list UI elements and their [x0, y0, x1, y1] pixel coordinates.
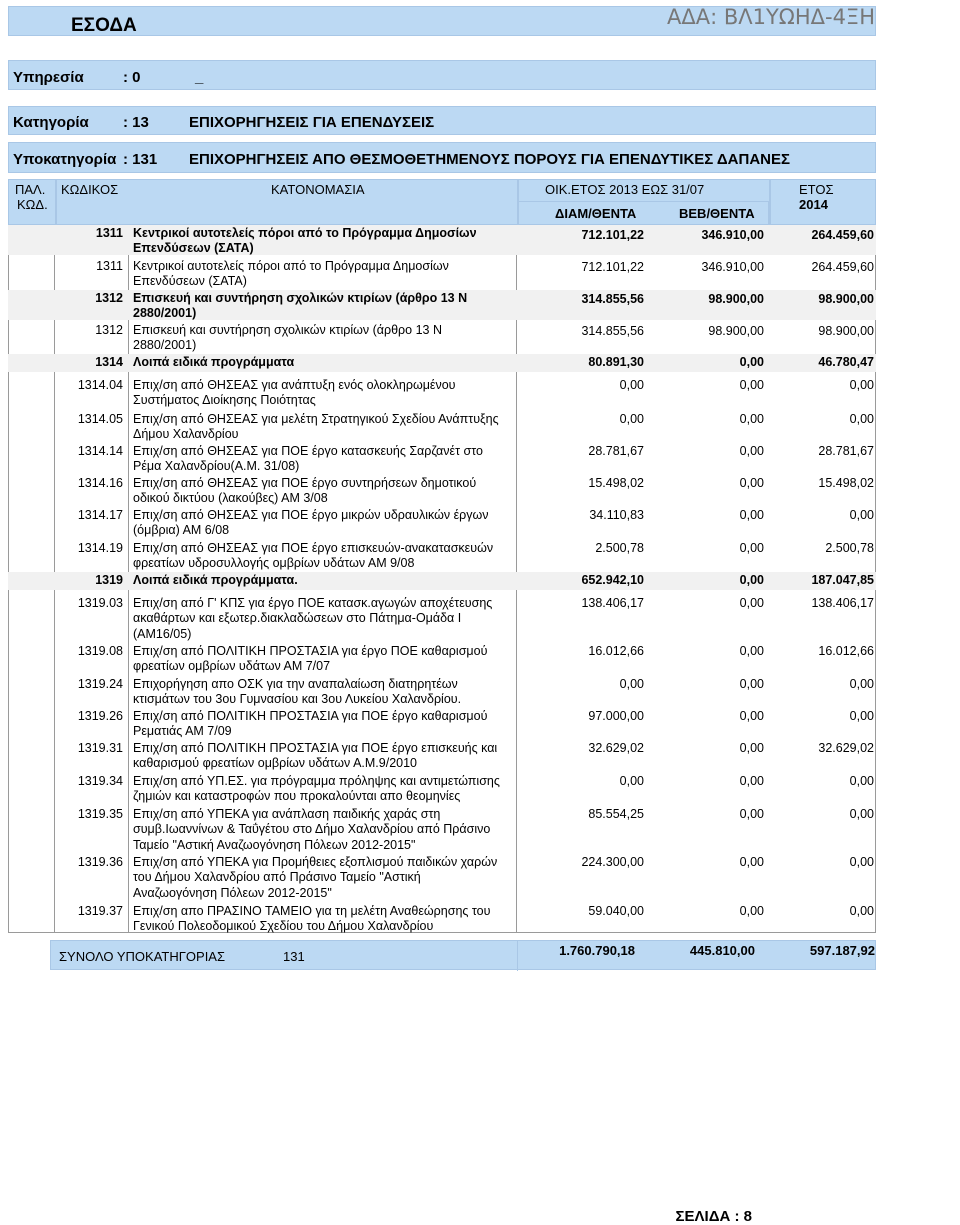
- col-assessed: ΔΙΑΜ/ΘΕΝΤΑ: [555, 206, 637, 221]
- row-name-line: Επιχ/ση από ΘΗΣΕΑΣ για ΠΟΕ έργο επισκευών-ανακατασκευών: [133, 541, 494, 555]
- row-name-line: Επιχ/ση από ΘΗΣΕΑΣ για ΠΟΕ έργο συντηρήσεων δημοτικού: [133, 476, 477, 490]
- page-title: ΕΣΟΔΑ: [71, 15, 137, 36]
- row-code: 1311: [96, 259, 123, 273]
- row-year2014: 0,00: [849, 709, 874, 723]
- row-collected: 0,00: [739, 596, 764, 610]
- row-assessed: 80.891,30: [588, 355, 644, 369]
- table-row: [8, 806, 876, 854]
- table-row: [8, 708, 876, 740]
- table-row: [8, 354, 876, 372]
- subcategory-bar: [8, 142, 876, 173]
- row-name-line: κτισμάτων του 3ου Γυμνασίου και 3ου Λυκείου Χαλανδρίου.: [133, 692, 462, 706]
- row-assessed: 0,00: [619, 412, 644, 426]
- table-row: [8, 322, 876, 352]
- subcategory-total: [50, 940, 876, 970]
- table-row: [8, 643, 876, 675]
- service-label: Υπηρεσία: [13, 69, 84, 86]
- row-collected: 98.900,00: [708, 324, 764, 338]
- row-name-line: (ΑΜ16/05): [133, 627, 192, 641]
- table-row: [8, 290, 876, 320]
- row-year2014: 264.459,60: [811, 228, 874, 242]
- row-code: 1312: [95, 323, 123, 337]
- row-assessed: 138.406,17: [581, 596, 644, 610]
- row-name-line: Επιχ/ση από ΠΟΛΙΤΙΚΗ ΠΡΟΣΤΑΣΙΑ για ΠΟΕ έργο καθαρισμού: [133, 709, 488, 723]
- row-name-line: Επισκευή και συντήρηση σχολικών κτιρίων (άρθρο 13 Ν: [133, 291, 468, 305]
- row-collected: 0,00: [739, 476, 764, 490]
- row-code: 1314.19: [77, 541, 123, 555]
- row-name-line: 2880/2001): [133, 338, 197, 352]
- row-collected: 0,00: [739, 677, 764, 691]
- row-collected: 0,00: [739, 855, 764, 869]
- row-year2014: 0,00: [849, 807, 874, 821]
- title-bar: [8, 6, 876, 36]
- row-collected: 0,00: [739, 807, 764, 821]
- row-name-line: Λοιπά ειδικά προγράμματα.: [133, 573, 298, 587]
- row-name-line: Κεντρικοί αυτοτελείς πόροι από το Πρόγραμμα Δημοσίων: [133, 226, 477, 240]
- row-collected: 98.900,00: [708, 292, 764, 306]
- row-name-line: Γενικού Πολεοδομικού Σχεδίου του Δήμου Χαλανδρίου: [133, 919, 434, 933]
- table-row: [8, 540, 876, 572]
- row-code: 1314.14: [77, 444, 123, 458]
- total-collected: 445.810,00: [689, 943, 755, 958]
- row-name-line: ακαθάρτων και εξωτερ.διακλαδώσεων στο Πάτημα-Ομάδα Ι: [133, 611, 462, 625]
- col-year-1: ΕΤΟΣ: [799, 182, 834, 197]
- table-row: [8, 411, 876, 443]
- row-code: 1319.31: [77, 741, 123, 755]
- row-name-line: καθαρισμού φρεατίων ομβρίων υδάτων Α.Μ.9/2010: [133, 756, 417, 770]
- row-year2014: 15.498,02: [818, 476, 874, 490]
- row-name-line: Επιχορήγηση απο ΟΣΚ για την αναπαλαίωση διατηρητέων: [133, 677, 458, 691]
- col-name: ΚΑΤΟΝΟΜΑΣΙΑ: [271, 182, 365, 197]
- row-name-line: Επισκευή και συντήρηση σχολικών κτιρίων (άρθρο 13 Ν: [133, 323, 442, 337]
- row-name-line: συμβ.Ιωαννίνων & Ταΰγέτου στο Δήμο Χαλανδρίου από Πράσινο: [133, 822, 491, 836]
- page-number: [676, 1208, 752, 1225]
- row-name-line: Επενδύσεων (ΣΑΤΑ): [133, 241, 254, 255]
- row-collected: 0,00: [739, 355, 764, 369]
- row-code: 1314: [95, 355, 123, 369]
- row-name-line: Ρέμα Χαλανδρίου(Α.Μ. 31/08): [133, 459, 300, 473]
- row-code: 1319.08: [77, 644, 123, 658]
- category-code: : 13: [123, 114, 149, 131]
- row-assessed: 712.101,22: [581, 260, 644, 274]
- table-row: [8, 595, 876, 643]
- row-year2014: 46.780,47: [818, 355, 874, 369]
- table-row: [8, 225, 876, 255]
- row-assessed: 34.110,83: [589, 508, 644, 522]
- row-year2014: 0,00: [849, 904, 874, 918]
- row-year2014: 138.406,17: [811, 596, 874, 610]
- row-code: 1319.37: [77, 904, 123, 918]
- row-year2014: 28.781,67: [818, 444, 874, 458]
- row-name-line: Επιχ/ση από ΥΠ.ΕΣ. για πρόγραμμα πρόληψης και αντιμετώπισης: [133, 774, 500, 788]
- row-name-line: Επιχ/ση από ΘΗΣΕΑΣ για ΠΟΕ έργο κατασκευής Σαρζανέτ στο: [133, 444, 483, 458]
- service-blank: _: [195, 69, 204, 86]
- service-value: : 0: [123, 69, 141, 86]
- row-name-line: Επιχ/ση από ΘΗΣΕΑΣ για ανάπτυξη ενός ολοκληρωμένου: [133, 378, 456, 392]
- row-name-line: Επιχ/ση απο ΠΡΑΣΙΝΟ ΤΑΜΕΙΟ για τη μελέτη Αναθεώρησης του: [133, 904, 491, 918]
- category-name: ΕΠΙΧΟΡΗΓΗΣΕΙΣ ΓΙΑ ΕΠΕΝΔΥΣΕΙΣ: [189, 114, 435, 131]
- row-assessed: 0,00: [619, 774, 644, 788]
- row-year2014: 0,00: [849, 774, 874, 788]
- row-assessed: 28.781,67: [588, 444, 644, 458]
- row-year2014: 0,00: [849, 677, 874, 691]
- row-code: 1319.34: [77, 774, 123, 788]
- row-assessed: 314.855,56: [581, 324, 644, 338]
- row-name-line: φρεατίων υδροσυλλογής ομβρίων υδάτων ΑΜ 9/08: [133, 556, 415, 570]
- row-year2014: 0,00: [849, 855, 874, 869]
- row-assessed: 712.101,22: [581, 228, 644, 242]
- row-assessed: 97.000,00: [588, 709, 644, 723]
- row-collected: 346.910,00: [701, 260, 764, 274]
- total-code: 131: [283, 949, 305, 964]
- row-name-line: Λοιπά ειδικά προγράμματα: [133, 355, 295, 369]
- row-collected: 0,00: [739, 378, 764, 392]
- row-assessed: 16.012,66: [588, 644, 644, 658]
- col-old-code-2: ΚΩΔ.: [17, 197, 48, 212]
- row-name-line: οδικού δικτύου (λακούβες) ΑΜ 3/08: [133, 491, 328, 505]
- subcategory-code: : 131: [123, 151, 158, 168]
- row-collected: 0,00: [739, 541, 764, 555]
- service-bar: [8, 60, 876, 90]
- table-row: [8, 258, 876, 288]
- row-name-line: Επιχ/ση από ΘΗΣΕΑΣ για μελέτη Στρατηγικού Σχεδίου Ανάπτυξης: [133, 412, 499, 426]
- row-code: 1312: [95, 291, 123, 305]
- row-assessed: 32.629,02: [588, 741, 644, 755]
- row-name-line: Ρεματιάς ΑΜ 7/09: [133, 724, 232, 738]
- row-code: 1314.04: [77, 378, 123, 392]
- row-assessed: 85.554,25: [588, 807, 644, 821]
- row-year2014: 264.459,60: [811, 260, 874, 274]
- row-code: 1319.26: [77, 709, 123, 723]
- row-code: 1311: [95, 226, 123, 240]
- row-name-line: φρεατίων ομβρίων υδάτων ΑΜ 7/07: [133, 659, 331, 673]
- row-collected: 0,00: [739, 508, 764, 522]
- row-collected: 0,00: [739, 774, 764, 788]
- row-year2014: 2.500,78: [825, 541, 874, 555]
- row-collected: 0,00: [739, 741, 764, 755]
- row-assessed: 59.040,00: [588, 904, 644, 918]
- row-name-line: ζημιών και καταστροφών που προκαλούνται απο θεομηνίες: [133, 789, 461, 803]
- row-assessed: 15.498,02: [588, 476, 644, 490]
- row-year2014: 0,00: [849, 508, 874, 522]
- row-year2014: 32.629,02: [818, 741, 874, 755]
- row-assessed: 652.942,10: [581, 573, 644, 587]
- row-collected: 0,00: [739, 709, 764, 723]
- row-name-line: Αναζωογόνηση Πόλεων 2012-2015": [133, 886, 332, 900]
- column-header: [8, 179, 876, 225]
- col-fiscal-year: ΟΙΚ.ΕΤΟΣ 2013 ΕΩΣ 31/07: [545, 182, 705, 197]
- table-row: [8, 903, 876, 933]
- row-collected: 0,00: [739, 904, 764, 918]
- row-assessed: 0,00: [619, 677, 644, 691]
- row-code: 1314.16: [77, 476, 123, 490]
- col-divider: [55, 179, 57, 225]
- row-name-line: Επιχ/ση από ΥΠΕΚΑ για Προμήθειες εξοπλισμού παιδικών χαρών: [133, 855, 498, 869]
- row-name-line: Ταμείο "Αστική Αναζωογόνηση Πόλεων 2012-2015": [133, 838, 416, 852]
- col-divider: [769, 179, 771, 225]
- col-collected: ΒΕΒ/ΘΕΝΤΑ: [679, 206, 755, 221]
- table-row: [8, 377, 876, 409]
- subcategory-name: ΕΠΙΧΟΡΗΓΗΣΕΙΣ ΑΠΟ ΘΕΣΜΟΘΕΤΗΜΕΝΟΥΣ ΠΟΡΟΥΣ ΓΙΑ ΕΠΕΝΔΥΤΙΚΕΣ ΔΑΠΑΝΕΣ: [189, 151, 791, 168]
- row-code: 1319.03: [77, 596, 123, 610]
- row-name-line: Κεντρικοί αυτοτελείς πόροι από το Πρόγραμμα Δημοσίων: [133, 259, 449, 273]
- row-collected: 0,00: [739, 412, 764, 426]
- col-code: ΚΩΔΙΚΟΣ: [61, 182, 119, 197]
- row-collected: 0,00: [739, 444, 764, 458]
- row-name-line: 2880/2001): [133, 306, 197, 320]
- table-row: [8, 773, 876, 805]
- row-name-line: Επιχ/ση από ΠΟΛΙΤΙΚΗ ΠΡΟΣΤΑΣΙΑ για ΠΟΕ έργο επισκευής και: [133, 741, 498, 755]
- page-label: ΣΕΛΙΔΑ :: [675, 1208, 740, 1225]
- row-name-line: Επιχ/ση από ΠΟΛΙΤΙΚΗ ΠΡΟΣΤΑΣΙΑ για έργο ΠΟΕ καθαρισμού: [133, 644, 488, 658]
- row-collected: 346.910,00: [701, 228, 764, 242]
- row-year2014: 0,00: [849, 378, 874, 392]
- row-assessed: 0,00: [619, 378, 644, 392]
- table-row: [8, 475, 876, 507]
- row-code: 1314.17: [77, 508, 123, 522]
- table-row: [8, 443, 876, 475]
- row-name-line: Επενδύσεων (ΣΑΤΑ): [133, 274, 247, 288]
- row-assessed: 314.855,56: [581, 292, 644, 306]
- table-row: [8, 676, 876, 708]
- row-assessed: 2.500,78: [595, 541, 644, 555]
- col-old-code-1: ΠΑΛ.: [15, 182, 46, 197]
- row-code: 1319: [95, 573, 123, 587]
- row-name-line: Επιχ/ση από ΘΗΣΕΑΣ για ΠΟΕ έργο μικρών υδραυλικών έργων: [133, 508, 489, 522]
- row-year2014: 98.900,00: [818, 292, 874, 306]
- row-name-line: Επιχ/ση από ΥΠΕΚΑ για ανάπλαση παιδικής χαράς στη: [133, 807, 441, 821]
- row-name-line: του Δήμου Χαλανδρίου από Πράσινο Ταμείο "Αστική: [133, 870, 421, 884]
- table-row: [8, 740, 876, 772]
- total-label: ΣΥΝΟΛΟ ΥΠΟΚΑΤΗΓΟΡΙΑΣ: [59, 949, 226, 964]
- row-name-line: Συστήματος Διοίκησης Ποιότητας: [133, 393, 316, 407]
- row-code: 1319.35: [77, 807, 123, 821]
- total-divider: [517, 941, 518, 971]
- page-value: 8: [743, 1208, 752, 1225]
- category-bar: [8, 106, 876, 135]
- total-assessed: 1.760.790,18: [559, 943, 635, 958]
- row-collected: 0,00: [739, 573, 764, 587]
- category-label: Κατηγορία: [13, 114, 89, 131]
- row-code: 1314.05: [77, 412, 123, 426]
- subcategory-label: Υποκατηγορία: [13, 151, 117, 168]
- table-row: [8, 572, 876, 590]
- ada-code: ΑΔΑ: ΒΛ1ΥΩΗΔ-4ΞΗ: [666, 5, 875, 29]
- col-subheader-box: [517, 201, 769, 225]
- table-row: [8, 507, 876, 539]
- total-year2014: 597.187,92: [809, 943, 875, 958]
- row-collected: 0,00: [739, 644, 764, 658]
- table-row: [8, 854, 876, 902]
- row-code: 1319.36: [77, 855, 123, 869]
- row-name-line: (όμβρια) ΑΜ 6/08: [133, 523, 230, 537]
- col-year-2: 2014: [799, 197, 828, 212]
- row-name-line: Επιχ/ση από Γ' ΚΠΣ για έργο ΠΟΕ κατασκ.αγωγών αποχέτευσης: [133, 596, 493, 610]
- row-year2014: 98.900,00: [818, 324, 874, 338]
- row-year2014: 187.047,85: [811, 573, 874, 587]
- row-year2014: 0,00: [849, 412, 874, 426]
- row-name-line: Δήμου Χαλανδρίου: [133, 427, 239, 441]
- row-year2014: 16.012,66: [818, 644, 874, 658]
- row-code: 1319.24: [77, 677, 123, 691]
- row-assessed: 224.300,00: [581, 855, 644, 869]
